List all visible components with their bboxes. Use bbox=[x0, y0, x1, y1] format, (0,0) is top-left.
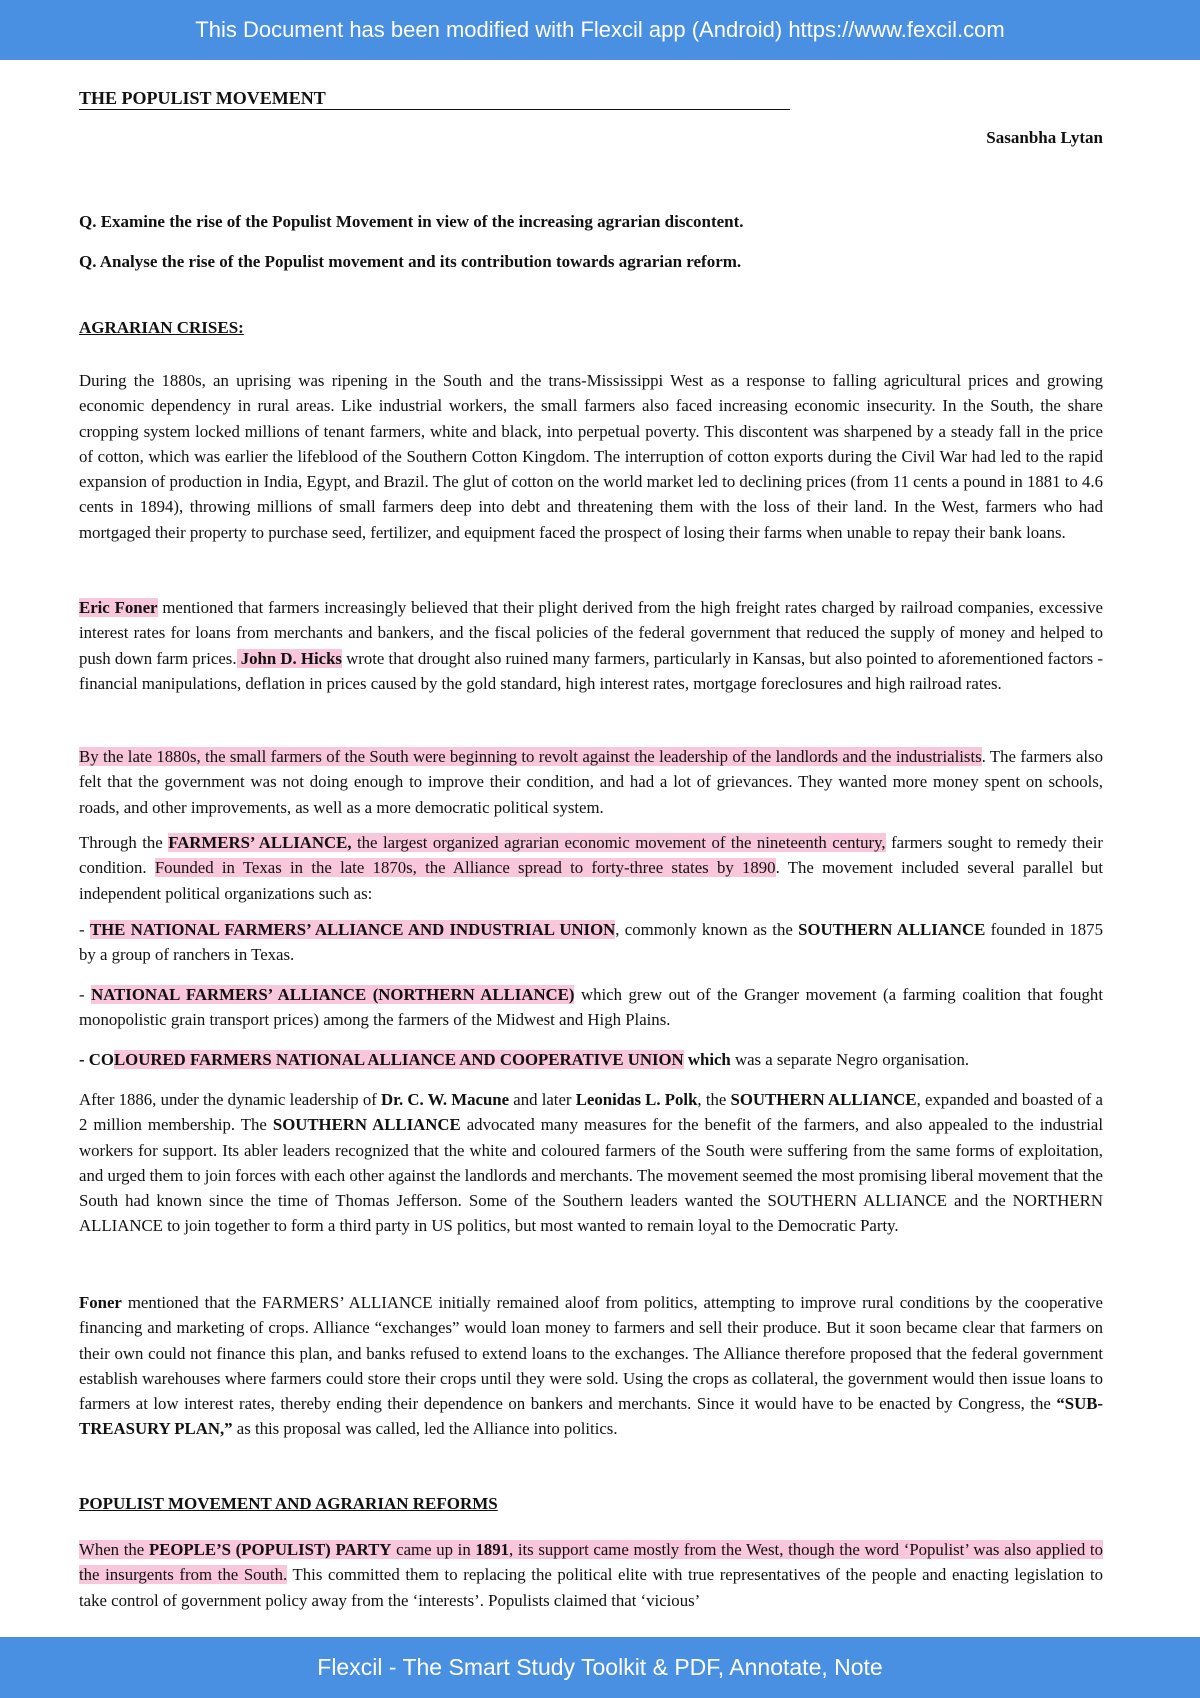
paragraph-3-text: . The farmers also felt that the government was not doing enough to improve their condition, and had a lot of grievances. They wanted more money spent on schools, roads, and other improvements, as well as a more democratic political system. bbox=[79, 747, 1103, 817]
paragraph-3 bbox=[79, 744, 1103, 820]
highlight-peoples-party: PEOPLE’S (POPULIST) PARTY bbox=[148, 1540, 392, 1559]
paragraph-10-text: This committed them to replacing the political elite with true representatives of the people and enacting legislation to take control of government policy away from the ‘interests’. Populists claimed that ‘vicious’ bbox=[79, 1565, 1103, 1610]
list-bullet: - bbox=[79, 920, 90, 939]
top-banner-text: This Document has been modified with Flexcil app (Android) https://www.fexcil.com bbox=[195, 17, 1005, 42]
top-banner[interactable] bbox=[0, 0, 1200, 60]
highlight-eric-foner: Eric Foner bbox=[79, 598, 158, 617]
list-item-text: which grew out of the Granger movement (a farming coalition that fought monopolistic grain transport prices) among the farmers of the Midwest and High Plains. bbox=[79, 985, 1103, 1030]
foner-bold: Foner bbox=[79, 1293, 122, 1312]
highlight-came-up-in: came up in bbox=[391, 1540, 476, 1559]
question-2: Q. Analyse the rise of the Populist movement and its contribution towards agrarian reform. bbox=[79, 252, 742, 271]
paragraph-8-text-d: , expanded and boasted of a 2 million membership. The bbox=[79, 1090, 1103, 1135]
highlight-1891: 1891 bbox=[475, 1540, 509, 1559]
highlight-when-the: When the bbox=[79, 1540, 149, 1559]
question-1: Q. Examine the rise of the Populist Movement in view of the increasing agrarian discontent. bbox=[79, 212, 744, 231]
macune-bold: Dr. C. W. Macune bbox=[381, 1090, 510, 1109]
heading-agrarian-crises: AGRARIAN CRISES: bbox=[79, 318, 244, 337]
highlight-largest-movement: the largest organized agrarian economic movement of the nineteenth century, bbox=[351, 833, 886, 852]
paragraph-4 bbox=[79, 830, 1103, 906]
list-bullet: - bbox=[79, 985, 92, 1004]
paragraph-9 bbox=[79, 1290, 1103, 1442]
paragraph-8-text-b: and later bbox=[509, 1090, 576, 1109]
list-bullet-co: - CO bbox=[79, 1050, 114, 1069]
paragraph-9-text-a: mentioned that the FARMERS’ ALLIANCE initially remained aloof from politics, attempting to improve rural conditions by the cooperative financing and marketing of crops. Alliance “exchanges” would loan money to farmers and sell their produce. But it soon became clear that farmers on their own could not finance this plan, and banks refused to extend loans to the exchanges. The Alliance therefore proposed that the federal government establish warehouses where farmers could store their crops until they were sold. Using the crops as collateral, the government would then issue loans to farmers at low interest rates, thereby ending their dependence on bankers and merchants. Since it would have to be enacted by Congress, the bbox=[79, 1293, 1103, 1414]
paragraph-8-text-c: , the bbox=[697, 1090, 731, 1109]
which-bold: which bbox=[683, 1050, 731, 1069]
list-item-southern-alliance bbox=[79, 917, 1103, 968]
southern-alliance-bold-2: SOUTHERN ALLIANCE bbox=[272, 1115, 461, 1135]
highlight-founded-texas: Founded in Texas in the late 1870s, the Alliance spread to forty-three states by 1890 bbox=[154, 858, 776, 878]
list-item-text-a: , commonly known as the bbox=[615, 920, 799, 939]
paragraph-9-text-b: as this proposal was called, led the Alliance into politics. bbox=[232, 1419, 618, 1439]
document-title: THE POPULIST MOVEMENT bbox=[79, 87, 790, 110]
highlight-national-farmers-industrial-union: THE NATIONAL FARMERS’ ALLIANCE AND INDUSTRIAL UNION bbox=[89, 920, 616, 939]
polk-bold: Leonidas L. Polk bbox=[575, 1090, 698, 1109]
paragraph-4-text-a: farmers sought to remedy their condition. bbox=[79, 833, 1103, 878]
heading-populist-movement: POPULIST MOVEMENT AND AGRARIAN REFORMS bbox=[79, 1494, 498, 1513]
highlight-john-hicks: John D. Hicks bbox=[236, 648, 342, 668]
highlight-late-1880s: By the late 1880s, the small farmers of the South were beginning to revolt against the leadership of the landlords and the industrialists bbox=[79, 747, 982, 766]
paragraph-8-text-e: advocated many measures for the benefit of the farmers, and also appealed to the industrial workers for support. Its abler leaders recognized that the white and coloured farmers of the South were suffering from the same forms of exploitation, and urged them to join forces with each other against the landlords and merchants. The movement seemed the most promising liberal movement that the South had known since the time of Thomas Jefferson. Some of the Southern leaders wanted the SOUTHERN ALLIANCE and the NORTHERN ALLIANCE to join together to form a third party in US politics, but most wanted to remain loyal to the Democratic Party. bbox=[79, 1115, 1103, 1236]
highlight-northern-alliance: NATIONAL FARMERS’ ALLIANCE (NORTHERN ALLIANCE) bbox=[91, 985, 575, 1004]
paragraph-2 bbox=[79, 595, 1103, 696]
list-item-coloured-alliance bbox=[79, 1047, 1103, 1072]
paragraph-8-text-a: After 1886, under the dynamic leadership of bbox=[79, 1090, 381, 1109]
bottom-banner[interactable] bbox=[0, 1637, 1200, 1698]
list-item-text: was a separate Negro organisation. bbox=[730, 1050, 970, 1069]
author-name: Sasanbha Lytan bbox=[986, 128, 1103, 147]
paragraph-8 bbox=[79, 1087, 1103, 1239]
highlight-coloured-farmers: LOURED FARMERS NATIONAL ALLIANCE AND COOPERATIVE UNION bbox=[113, 1050, 684, 1069]
southern-alliance-bold-1: SOUTHERN ALLIANCE bbox=[730, 1090, 917, 1109]
southern-alliance-bold: SOUTHERN ALLIANCE bbox=[798, 920, 986, 939]
paragraph-2-text-a: mentioned that farmers increasingly believed that their plight derived from the high freight rates charged by railroad companies, excessive interest rates for loans from merchants and bankers, and the fiscal policies of the federal government that reduced the supply of money and helped to push down farm prices. bbox=[79, 598, 1103, 668]
sub-treasury-plan-bold: “SUB-TREASURY PLAN,” bbox=[79, 1394, 1103, 1439]
bottom-banner-text: Flexcil - The Smart Study Toolkit & PDF, Annotate, Note bbox=[317, 1654, 883, 1680]
paragraph-10 bbox=[79, 1537, 1103, 1617]
paragraph-2-text-b: wrote that drought also ruined many farmers, particularly in Kansas, but also pointed to aforementioned factors - financial manipulations, deflation in prices caused by the gold standard, high interest rates, mortgage foreclosures and high railroad rates. bbox=[79, 648, 1103, 693]
paragraph-4-lead: Through the bbox=[79, 833, 169, 852]
list-item-northern-alliance bbox=[79, 982, 1103, 1033]
highlight-farmers-alliance: FARMERS’ ALLIANCE, bbox=[168, 833, 352, 852]
list-item-text-b: founded in 1875 by a group of ranchers in Texas. bbox=[79, 920, 1103, 965]
highlight-support-west: , its support came mostly from the West, though the word ‘Populist’ was also applied to the insurgents from the South. bbox=[79, 1540, 1103, 1585]
paragraph-4-text-b: . The movement included several parallel but independent political organizations such as: bbox=[79, 858, 1103, 903]
paragraph-1: During the 1880s, an uprising was ripening in the South and the trans-Mississippi West as a response to falling agricultural prices and growing economic dependency in rural areas. Like industrial workers, the small farmers also faced increasing economic insecurity. In the South, the share cropping system locked millions of tenant farmers, white and black, into perpetual poverty. This discontent was sharpened by a steady fall in the price of cotton, which was earlier the lifeblood of the Southern Cotton Kingdom. The interruption of cotton exports during the Civil War had led to the rapid expansion of production in India, Egypt, and Brazil. The glut of cotton on the world market led to declining prices (from 11 cents a pound in 1881 to 4.6 cents in 1894), throwing millions of small farmers deep into debt and threatening them with the loss of their land. In the West, farmers who had mortgaged their property to purchase seed, fertilizer, and equipment faced the prospect of losing their farms when unable to repay their bank loans. bbox=[79, 371, 1103, 542]
